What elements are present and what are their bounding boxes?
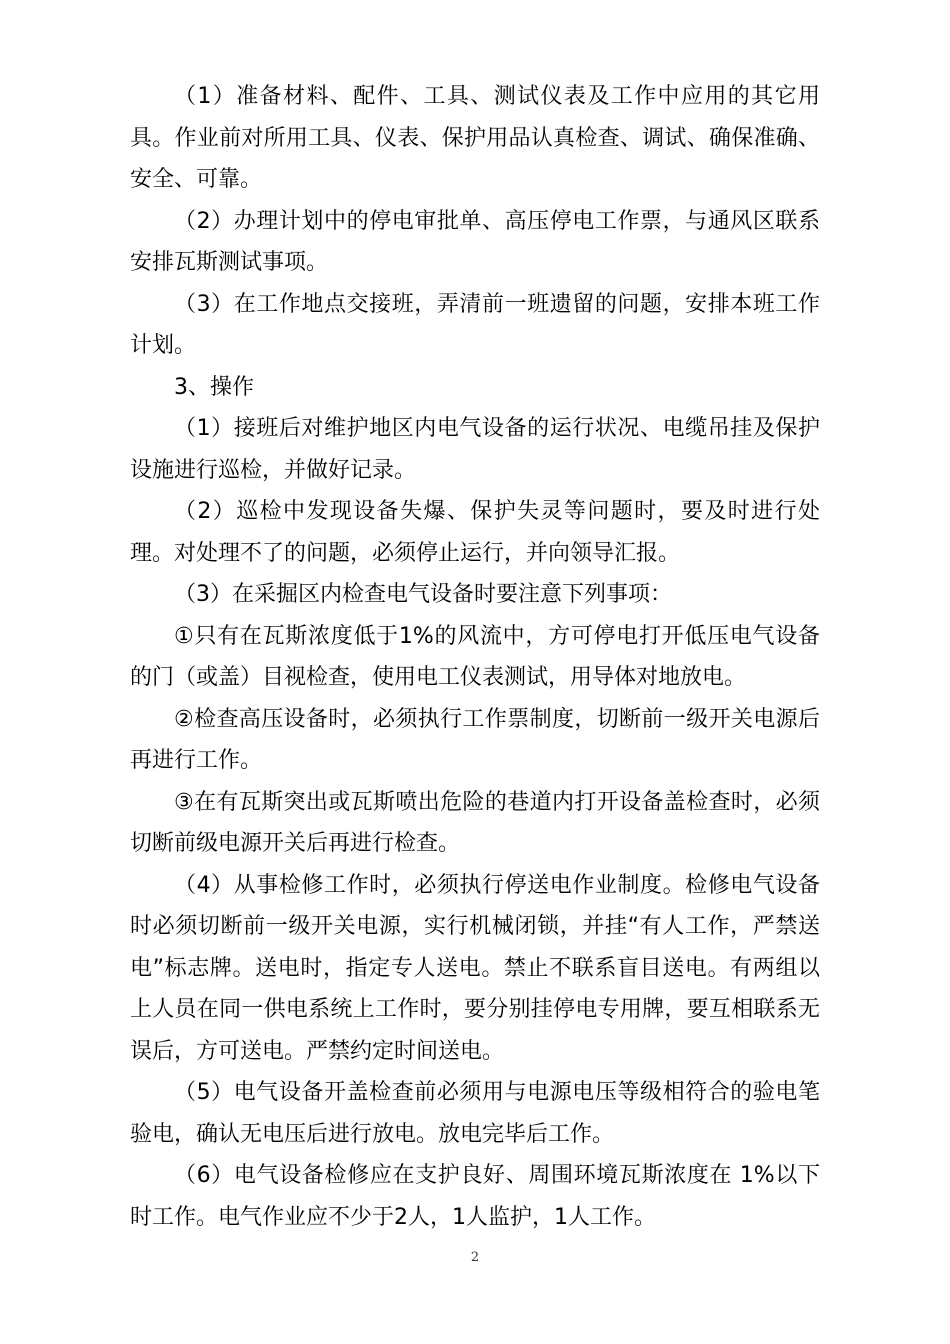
section-heading-operation: 3、操作 [174, 374, 254, 400]
paragraph-prep-materials: （1）准备材料、配件、工具、测试仪表及工作中应用的其它用具。作业前对所用工具、仪表、保护用品认真检查、调试、确保准确、安全、可靠。 [130, 84, 820, 192]
page-number: 2 [470, 1250, 480, 1265]
paragraph-outage-approval: （2）办理计划中的停电审批单、高压停电工作票，与通风区联系安排瓦斯测试事项。 [130, 208, 820, 275]
paragraph-inspection-after-shift: （1）接班后对维护地区内电气设备的运行状况、电缆吊挂及保护设施进行巡检，并做好记录。 [130, 416, 820, 483]
paragraph-maintenance-power: （4）从事检修工作时，必须执行停送电作业制度。检修电气设备时必须切断前一级开关电源，实行机械闭锁，并挂“有人工作，严禁送电”标志牌。送电时，指定专人送电。禁止不联系盲目送电。有两组以上人员在同一供电系统上工作时，要分别挂停电专用牌，要互相联系无误后，方可送电。严禁约定时间送电。 [130, 872, 820, 1064]
document-body [130, 76, 820, 1238]
paragraph-shift-handover: （3）在工作地点交接班，弄清前一班遗留的问题，安排本班工作计划。 [130, 291, 820, 358]
paragraph-handle-problems: （2）巡检中发现设备失爆、保护失灵等问题时，要及时进行处理。对处理不了的问题，必须停止运行，并向领导汇报。 [130, 499, 820, 566]
paragraph-maintenance-conditions: （6）电气设备检修应在支护良好、周围环境瓦斯浓度在 1%以下时工作。电气作业应不少于2人，1人监护，1人工作。 [130, 1163, 820, 1230]
paragraph-voltage-test: （5）电气设备开盖检查前必须用与电源电压等级相符合的验电笔验电，确认无电压后进行放电。放电完毕后工作。 [130, 1080, 820, 1147]
list-item-gas-outburst: ③在有瓦斯突出或瓦斯喷出危险的巷道内打开设备盖检查时，必须切断前级电源开关后再进行检查。 [130, 789, 820, 856]
list-item-gas-concentration: ①只有在瓦斯浓度低于1%的风流中，方可停电打开低压电气设备的门（或盖）目视检查，使用电工仪表测试，用导体对地放电。 [130, 623, 820, 690]
paragraph-mining-area-checks: （3）在采掘区内检查电气设备时要注意下列事项： [174, 582, 672, 607]
list-item-high-voltage: ②检查高压设备时，必须执行工作票制度，切断前一级开关电源后再进行工作。 [130, 706, 820, 773]
